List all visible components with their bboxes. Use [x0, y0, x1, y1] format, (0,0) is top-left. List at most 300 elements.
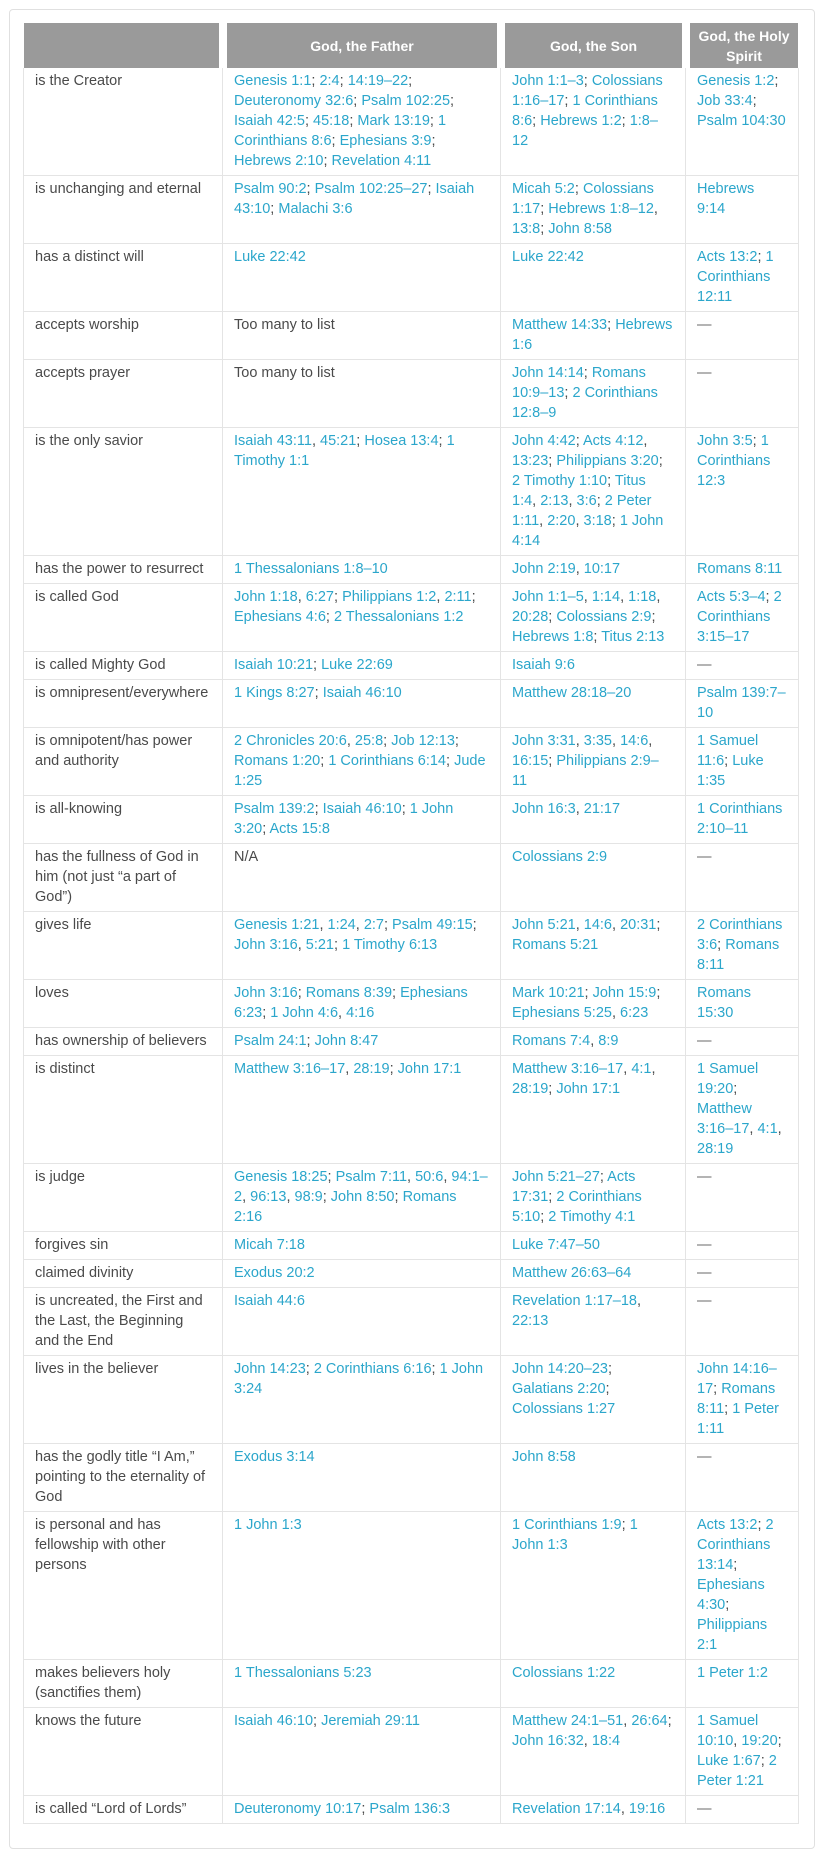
bible-reference-link[interactable]: 1:14: [591, 589, 621, 605]
bible-reference-link[interactable]: 4:16: [346, 1005, 375, 1021]
bible-reference-link[interactable]: 2:4: [319, 73, 340, 89]
bible-reference-link[interactable]: 1:8–12: [512, 113, 658, 149]
table-row: [23, 652, 799, 680]
attribute-cell: is called God: [23, 584, 223, 652]
father-cell: [223, 1708, 501, 1796]
table-row: [23, 312, 799, 360]
header-god-the-holy-spirit: God, the Holy Spirit: [686, 23, 799, 68]
table-row: [23, 1444, 799, 1512]
bible-reference-link[interactable]: Revelation 4:11: [331, 153, 432, 169]
reference-separator: ;: [262, 1005, 271, 1021]
bible-reference-link[interactable]: 20:31: [620, 917, 657, 933]
bible-reference-link[interactable]: Romans 2:16: [234, 1189, 457, 1225]
bible-reference-link[interactable]: 1 Timothy 1:1: [234, 433, 455, 469]
bible-reference-link[interactable]: 45:21: [320, 433, 357, 449]
reference-separator: ,: [532, 493, 541, 509]
bible-reference-link[interactable]: Ephesians 4:30: [697, 1577, 765, 1613]
bible-reference-link[interactable]: 3:18: [583, 513, 612, 529]
empty-dash: —: [686, 1260, 799, 1288]
bible-reference-link[interactable]: 98:9: [294, 1189, 323, 1205]
reference-separator: ;: [760, 1753, 769, 1769]
bible-reference-link[interactable]: Genesis 1:1: [234, 73, 312, 89]
reference-separator: ;: [607, 1361, 612, 1377]
bible-reference-link[interactable]: Jeremiah 29:11: [321, 1713, 420, 1729]
bible-reference-link[interactable]: Genesis 1:2: [697, 73, 775, 89]
bible-reference-link[interactable]: Micah 7:18: [234, 1237, 305, 1253]
bible-reference-link[interactable]: 45:18: [313, 113, 350, 129]
bible-reference-link[interactable]: Romans 7:4: [512, 1033, 591, 1049]
bible-reference-link[interactable]: Acts 4:12: [582, 433, 644, 449]
table-row: [23, 244, 799, 312]
bible-reference-link[interactable]: 28:19: [353, 1061, 390, 1077]
reference-separator: ,: [583, 1733, 592, 1749]
bible-reference-link[interactable]: 2:11: [444, 589, 472, 605]
bible-reference-link[interactable]: Romans 8:11: [697, 937, 780, 973]
table-row: [23, 1028, 799, 1056]
holy-spirit-cell: [686, 1356, 799, 1444]
father-cell: [223, 1444, 501, 1512]
bible-reference-link[interactable]: Hebrews 9:14: [697, 181, 755, 217]
bible-reference-link[interactable]: Psalm 90:2: [234, 181, 307, 197]
father-cell: [223, 428, 501, 556]
bible-reference-link[interactable]: Psalm 24:1: [234, 1033, 307, 1049]
bible-reference-link[interactable]: 2 Peter 1:21: [697, 1753, 777, 1789]
bible-reference-link[interactable]: 14:19–22: [347, 73, 409, 89]
son-cell: [501, 844, 686, 912]
bible-reference-link[interactable]: John 5:21: [512, 917, 576, 933]
page-frame: [9, 9, 815, 1849]
bible-reference-link[interactable]: Matthew 28:18–20: [512, 685, 632, 701]
bible-reference-link[interactable]: 1 John 1:3: [234, 1517, 302, 1533]
reference-separator: ,: [297, 937, 306, 953]
bible-reference-link[interactable]: 1 Samuel 19:20: [697, 1061, 759, 1097]
holy-spirit-cell: [686, 556, 799, 584]
bible-reference-link[interactable]: Genesis 1:21: [234, 917, 320, 933]
bible-reference-link[interactable]: Galatians 2:20: [512, 1381, 606, 1397]
bible-reference-link[interactable]: Psalm 102:25: [361, 93, 451, 109]
bible-reference-link[interactable]: 21:17: [583, 801, 621, 817]
bible-reference-link[interactable]: 1 Corinthians 8:6: [512, 93, 658, 129]
son-cell: [501, 584, 686, 652]
bible-reference-link[interactable]: 19:16: [628, 1801, 666, 1817]
bible-reference-link[interactable]: John 5:21–27: [512, 1169, 600, 1185]
bible-reference-link[interactable]: 1 Timothy 6:13: [342, 937, 438, 953]
reference-separator: ;: [564, 93, 573, 109]
bible-reference-link[interactable]: Matthew 3:16–17: [234, 1061, 346, 1077]
reference-separator: ;: [325, 609, 334, 625]
bible-reference-link[interactable]: Malachi 3:6: [278, 201, 353, 217]
bible-reference-link[interactable]: Hebrews 1:6: [512, 317, 673, 353]
bible-reference-link[interactable]: John 1:1–3: [512, 73, 584, 89]
reference-separator: ,: [583, 589, 592, 605]
bible-reference-link[interactable]: Philippians 2:9–11: [512, 753, 659, 789]
bible-reference-link[interactable]: 6:23: [620, 1005, 649, 1021]
bible-reference-link[interactable]: 1 Peter 1:2: [697, 1665, 768, 1681]
bible-reference-link[interactable]: John 3:16: [234, 985, 298, 1001]
bible-reference-link[interactable]: John 1:1–5: [512, 589, 584, 605]
bible-reference-link[interactable]: John 3:16: [234, 937, 298, 953]
bible-reference-link[interactable]: Acts 5:3–4: [697, 589, 766, 605]
reference-separator: ;: [450, 93, 455, 109]
reference-separator: ;: [339, 73, 348, 89]
table-row: [23, 980, 799, 1028]
bible-reference-link[interactable]: Romans 8:39: [305, 985, 393, 1001]
bible-reference-link[interactable]: John 3:31: [512, 733, 576, 749]
reference-separator: ;: [584, 985, 593, 1001]
bible-reference-link[interactable]: Romans 1:20: [234, 753, 321, 769]
bible-reference-link[interactable]: 14:6: [620, 733, 649, 749]
bible-reference-link[interactable]: John 2:19: [512, 561, 576, 577]
empty-dash: —: [686, 1288, 799, 1356]
bible-reference-link[interactable]: Matthew 14:33: [512, 317, 608, 333]
table-row: [23, 680, 799, 728]
bible-reference-link[interactable]: Hebrews 1:8–12: [548, 201, 654, 217]
bible-reference-link[interactable]: Matthew 24:1–51: [512, 1713, 624, 1729]
bible-reference-link[interactable]: Exodus 20:2: [234, 1265, 315, 1281]
bible-reference-link[interactable]: Luke 22:69: [321, 657, 393, 673]
bible-reference-link[interactable]: Colossians 1:16–17: [512, 73, 663, 109]
bible-reference-link[interactable]: Philippians 3:20: [556, 453, 659, 469]
table-row: [23, 1056, 799, 1164]
son-cell: [501, 1512, 686, 1660]
header-attribute-blank: [23, 23, 223, 68]
reference-separator: ,: [568, 493, 577, 509]
bible-reference-link[interactable]: Romans 15:30: [697, 985, 751, 1021]
bible-reference-link[interactable]: Matthew 3:16–17: [697, 1101, 752, 1137]
bible-reference-link[interactable]: John 17:1: [556, 1081, 621, 1097]
son-cell: [501, 1708, 686, 1796]
reference-separator: ;: [757, 249, 766, 265]
bible-reference-link[interactable]: Ephesians 6:23: [234, 985, 468, 1021]
bible-reference-link[interactable]: John 14:16–17: [697, 1361, 777, 1397]
empty-dash: —: [686, 1444, 799, 1512]
bible-reference-link[interactable]: 13:23: [512, 453, 549, 469]
bible-reference-link[interactable]: John 8:58: [548, 221, 612, 237]
bible-reference-link[interactable]: 2 Corinthians 12:8–9: [512, 385, 658, 421]
bible-reference-link[interactable]: Acts 13:2: [697, 1517, 758, 1533]
bible-reference-link[interactable]: Psalm 49:15: [392, 917, 473, 933]
bible-reference-link[interactable]: John 8:58: [512, 1449, 576, 1465]
header-row: [23, 23, 799, 68]
bible-reference-link[interactable]: 26:64: [631, 1713, 668, 1729]
bible-reference-link[interactable]: Psalm 136:3: [369, 1801, 451, 1817]
bible-reference-link[interactable]: Deuteronomy 32:6: [234, 93, 354, 109]
bible-reference-link[interactable]: 3:35: [583, 733, 612, 749]
bible-reference-link[interactable]: Job 33:4: [697, 93, 753, 109]
bible-reference-link[interactable]: 1 Samuel 11:6: [697, 733, 759, 769]
bible-reference-link[interactable]: 10:17: [583, 561, 621, 577]
bible-reference-link[interactable]: Psalm 139:2: [234, 801, 315, 817]
bible-reference-link[interactable]: Isaiah 43:10: [234, 181, 475, 217]
bible-reference-link[interactable]: 1 Peter 1:11: [697, 1401, 779, 1437]
bible-reference-link[interactable]: 19:20: [741, 1733, 778, 1749]
reference-separator: ;: [752, 433, 761, 449]
bible-reference-link[interactable]: 28:19: [512, 1081, 549, 1097]
bible-reference-link[interactable]: Mark 13:19: [357, 113, 430, 129]
bible-reference-link[interactable]: Hebrews 2:10: [234, 153, 324, 169]
bible-reference-link[interactable]: 4:1: [757, 1121, 778, 1137]
bible-reference-link[interactable]: 2 Corinthians 6:16: [313, 1361, 432, 1377]
reference-separator: ;: [306, 181, 315, 197]
table-row: [23, 556, 799, 584]
bible-reference-link[interactable]: 1 John 3:20: [234, 801, 454, 837]
son-cell: [501, 1356, 686, 1444]
bible-reference-link[interactable]: John 17:1: [397, 1061, 462, 1077]
bible-reference-link[interactable]: Luke 22:42: [512, 249, 584, 265]
bible-reference-link[interactable]: Matthew 26:63–64: [512, 1265, 632, 1281]
bible-reference-link[interactable]: 2 Timothy 1:10: [512, 473, 608, 489]
bible-reference-link[interactable]: 8:9: [598, 1033, 619, 1049]
bible-reference-link[interactable]: 1:24: [327, 917, 356, 933]
reference-separator: ;: [593, 629, 602, 645]
reference-separator: ;: [656, 985, 661, 1001]
bible-reference-link[interactable]: 1 Kings 8:27: [234, 685, 315, 701]
bible-reference-link[interactable]: Romans 10:9–13: [512, 365, 646, 401]
bible-reference-link[interactable]: Psalm 7:11: [335, 1169, 408, 1185]
bible-reference-link[interactable]: 1 Corinthians 2:10–11: [697, 801, 783, 837]
bible-reference-link[interactable]: Psalm 139:7–10: [697, 685, 786, 721]
bible-reference-link[interactable]: Acts 17:31: [512, 1169, 636, 1205]
reference-separator: ;: [334, 589, 343, 605]
father-cell: Too many to list: [223, 312, 501, 360]
bible-reference-link[interactable]: 94:1–2: [234, 1169, 488, 1205]
reference-separator: ;: [548, 609, 557, 625]
bible-reference-link[interactable]: 13:8: [512, 221, 541, 237]
bible-reference-link[interactable]: Mark 10:21: [512, 985, 585, 1001]
bible-reference-link[interactable]: Hosea 13:4: [364, 433, 439, 449]
father-cell: [223, 728, 501, 796]
attribute-cell: is personal and has fellowship with other persons: [23, 1512, 223, 1660]
father-cell: Too many to list: [223, 360, 501, 428]
son-cell: [501, 428, 686, 556]
bible-reference-link[interactable]: Romans 8:11: [697, 1381, 776, 1417]
bible-reference-link[interactable]: 14:6: [583, 917, 612, 933]
bible-reference-link[interactable]: 2 Timothy 4:1: [548, 1209, 636, 1225]
bible-reference-link[interactable]: 20:28: [512, 609, 549, 625]
reference-separator: ,: [733, 1733, 742, 1749]
bible-reference-link[interactable]: Hebrews 1:8: [512, 629, 594, 645]
attribute-cell: has the godly title “I Am,” pointing to the eternality of God: [23, 1444, 223, 1512]
reference-separator: ,: [620, 589, 629, 605]
bible-reference-link[interactable]: 22:13: [512, 1313, 549, 1329]
bible-reference-link[interactable]: Matthew 3:16–17: [512, 1061, 624, 1077]
bible-reference-link[interactable]: John 14:14: [512, 365, 584, 381]
bible-reference-link[interactable]: Acts 13:2: [697, 249, 758, 265]
reference-separator: ;: [611, 513, 620, 529]
attribute-cell: is all-knowing: [23, 796, 223, 844]
bible-reference-link[interactable]: 3:6: [576, 493, 597, 509]
reference-separator: ;: [314, 685, 323, 701]
bible-reference-link[interactable]: 2 Corinthians 5:10: [512, 1189, 642, 1225]
bible-reference-link[interactable]: 1 John 3:24: [234, 1361, 484, 1397]
reference-separator: ;: [540, 1209, 549, 1225]
bible-reference-link[interactable]: John 14:23: [234, 1361, 306, 1377]
bible-reference-link[interactable]: 18:4: [591, 1733, 621, 1749]
bible-reference-link[interactable]: 2 Thessalonians 1:2: [333, 609, 464, 625]
bible-reference-link[interactable]: 1:18: [628, 589, 657, 605]
bible-reference-link[interactable]: Colossians 2:9: [512, 849, 608, 865]
bible-reference-link[interactable]: Luke 7:47–50: [512, 1237, 600, 1253]
attribute-cell: lives in the believer: [23, 1356, 223, 1444]
table-row: [23, 176, 799, 244]
bible-reference-link[interactable]: John 16:3: [512, 801, 576, 817]
bible-reference-link[interactable]: Revelation 1:17–18: [512, 1293, 637, 1309]
bible-reference-link[interactable]: Colossians 1:17: [512, 181, 654, 217]
bible-reference-link[interactable]: Isaiah 46:10: [234, 1713, 314, 1729]
bible-reference-link[interactable]: John 4:42: [512, 433, 576, 449]
bible-reference-link[interactable]: 1 Corinthians 8:6: [234, 113, 447, 149]
bible-reference-link[interactable]: Psalm 104:30: [697, 113, 786, 129]
father-cell: [223, 68, 501, 176]
bible-reference-link[interactable]: 2:7: [363, 917, 384, 933]
bible-reference-link[interactable]: 1 John 4:6: [270, 1005, 339, 1021]
bible-reference-link[interactable]: 25:8: [354, 733, 384, 749]
bible-reference-link[interactable]: Isaiah 46:10: [322, 685, 402, 701]
reference-separator: ;: [313, 657, 322, 673]
bible-reference-link[interactable]: John 3:5: [697, 433, 753, 449]
reference-separator: ;: [331, 133, 340, 149]
bible-reference-link[interactable]: John 8:47: [314, 1033, 379, 1049]
bible-reference-link[interactable]: 28:19: [697, 1141, 734, 1157]
bible-reference-link[interactable]: 2:13: [540, 493, 569, 509]
reference-separator: ,: [643, 433, 648, 449]
bible-reference-link[interactable]: 1 Corinthians 12:11: [697, 249, 774, 305]
bible-reference-link[interactable]: John 15:9: [592, 985, 657, 1001]
reference-separator: ;: [548, 753, 557, 769]
son-cell: [501, 1056, 686, 1164]
bible-reference-link[interactable]: 96:13: [250, 1189, 287, 1205]
bible-reference-link[interactable]: 1 Corinthians 1:9: [512, 1517, 622, 1533]
reference-separator: ;: [353, 93, 362, 109]
bible-reference-link[interactable]: 1 Corinthians 12:3: [697, 433, 771, 489]
bible-reference-link[interactable]: Ephesians 5:25: [512, 1005, 612, 1021]
bible-reference-link[interactable]: 50:6: [415, 1169, 444, 1185]
bible-reference-link[interactable]: Colossians 1:27: [512, 1401, 616, 1417]
holy-spirit-cell: [686, 244, 799, 312]
bible-reference-link[interactable]: Revelation 17:14: [512, 1801, 621, 1817]
reference-separator: ;: [472, 917, 477, 933]
bible-reference-link[interactable]: 1 Thessalonians 1:8–10: [234, 561, 388, 577]
bible-reference-link[interactable]: Titus 1:4: [512, 473, 646, 509]
son-cell: [501, 912, 686, 980]
bible-reference-link[interactable]: Ephesians 3:9: [339, 133, 432, 149]
bible-reference-link[interactable]: John 16:32: [512, 1733, 584, 1749]
bible-reference-link[interactable]: Isaiah 46:10: [322, 801, 402, 817]
reference-separator: ;: [401, 801, 410, 817]
bible-reference-link[interactable]: John 14:20–23: [512, 1361, 608, 1377]
bible-reference-link[interactable]: Isaiah 43:11: [234, 433, 312, 449]
holy-spirit-cell: [686, 980, 799, 1028]
father-cell: [223, 244, 501, 312]
father-cell: [223, 1028, 501, 1056]
table-row: [23, 1260, 799, 1288]
reference-separator: ;: [621, 1517, 630, 1533]
reference-separator: ,: [575, 561, 584, 577]
reference-separator: ,: [611, 1005, 621, 1021]
bible-reference-link[interactable]: Exodus 3:14: [234, 1449, 315, 1465]
bible-reference-link[interactable]: 1 Thessalonians 5:23: [234, 1665, 372, 1681]
bible-reference-link[interactable]: Psalm 102:25–27: [314, 181, 428, 197]
bible-reference-link[interactable]: Colossians 2:9: [556, 609, 652, 625]
bible-reference-link[interactable]: 5:21: [305, 937, 334, 953]
holy-spirit-cell: [686, 1660, 799, 1708]
bible-reference-link[interactable]: Luke 1:67: [697, 1753, 761, 1769]
bible-reference-link[interactable]: 1 Samuel 10:10: [697, 1713, 759, 1749]
bible-reference-link[interactable]: Job 12:13: [391, 733, 455, 749]
bible-reference-link[interactable]: Isaiah 44:6: [234, 1293, 305, 1309]
son-cell: [501, 1232, 686, 1260]
bible-reference-link[interactable]: 1 Corinthians 6:14: [328, 753, 446, 769]
bible-reference-link[interactable]: Luke 22:42: [234, 249, 306, 265]
bible-reference-link[interactable]: 4:1: [631, 1061, 652, 1077]
bible-reference-link[interactable]: Luke 1:35: [697, 753, 764, 789]
bible-reference-link[interactable]: Romans 5:21: [512, 937, 599, 953]
attribute-cell: loves: [23, 980, 223, 1028]
reference-separator: ,: [575, 733, 584, 749]
reference-separator: ,: [311, 433, 320, 449]
bible-reference-link[interactable]: 2:20: [547, 513, 576, 529]
bible-reference-link[interactable]: Deuteronomy 10:17: [234, 1801, 362, 1817]
holy-spirit-cell: [686, 1056, 799, 1164]
bible-reference-link[interactable]: 2 Corinthians 13:14: [697, 1517, 774, 1573]
father-cell: [223, 584, 501, 652]
bible-reference-link[interactable]: Colossians 1:22: [512, 1665, 616, 1681]
bible-reference-link[interactable]: 2 Peter 1:11: [512, 493, 652, 529]
bible-reference-link[interactable]: 2 Corinthians 3:15–17: [697, 589, 782, 645]
son-cell: [501, 1164, 686, 1232]
bible-reference-link[interactable]: 2 Chronicles 20:6: [234, 733, 347, 749]
bible-reference-link[interactable]: Ephesians 4:6: [234, 609, 326, 625]
table-row: [23, 1660, 799, 1708]
bible-reference-link[interactable]: Isaiah 42:5: [234, 113, 305, 129]
bible-reference-link[interactable]: 1 John 1:3: [512, 1517, 638, 1553]
bible-reference-link[interactable]: Acts 15:8: [269, 821, 330, 837]
reference-separator: ;: [733, 1557, 738, 1573]
bible-reference-link[interactable]: John 8:50: [330, 1189, 395, 1205]
reference-separator: ;: [334, 937, 343, 953]
reference-separator: ;: [314, 801, 323, 817]
bible-reference-link[interactable]: Isaiah 10:21: [234, 657, 314, 673]
bible-reference-link[interactable]: Genesis 18:25: [234, 1169, 328, 1185]
bible-reference-link[interactable]: Romans 8:11: [697, 561, 783, 577]
reference-separator: ;: [394, 1189, 403, 1205]
bible-reference-link[interactable]: Jude 1:25: [234, 753, 486, 789]
empty-dash: —: [686, 652, 799, 680]
reference-separator: ;: [575, 433, 583, 449]
bible-reference-link[interactable]: Micah 5:2: [512, 181, 575, 197]
attribute-cell: gives life: [23, 912, 223, 980]
empty-dash: —: [686, 1796, 799, 1824]
bible-reference-link[interactable]: 16:15: [512, 753, 549, 769]
table-row: [23, 584, 799, 652]
reference-separator: ,: [346, 733, 355, 749]
bible-reference-link[interactable]: 1 John 4:14: [512, 513, 664, 549]
bible-reference-link[interactable]: Titus 2:13: [601, 629, 665, 645]
bible-reference-link[interactable]: 2 Corinthians 3:6: [697, 917, 783, 953]
bible-reference-link[interactable]: Hebrews 1:2: [540, 113, 622, 129]
bible-reference-link[interactable]: Isaiah 9:6: [512, 657, 575, 673]
reference-separator: ,: [653, 201, 658, 217]
reference-separator: ;: [596, 493, 605, 509]
father-cell: [223, 680, 501, 728]
bible-reference-link[interactable]: 6:27: [305, 589, 334, 605]
bible-reference-link[interactable]: John 1:18: [234, 589, 298, 605]
attribute-cell: is omnipresent/everywhere: [23, 680, 223, 728]
holy-spirit-cell: [686, 1512, 799, 1660]
bible-reference-link[interactable]: Philippians 1:2: [342, 589, 437, 605]
reference-separator: ,: [575, 513, 584, 529]
bible-reference-link[interactable]: Philippians 2:1: [697, 1617, 768, 1653]
